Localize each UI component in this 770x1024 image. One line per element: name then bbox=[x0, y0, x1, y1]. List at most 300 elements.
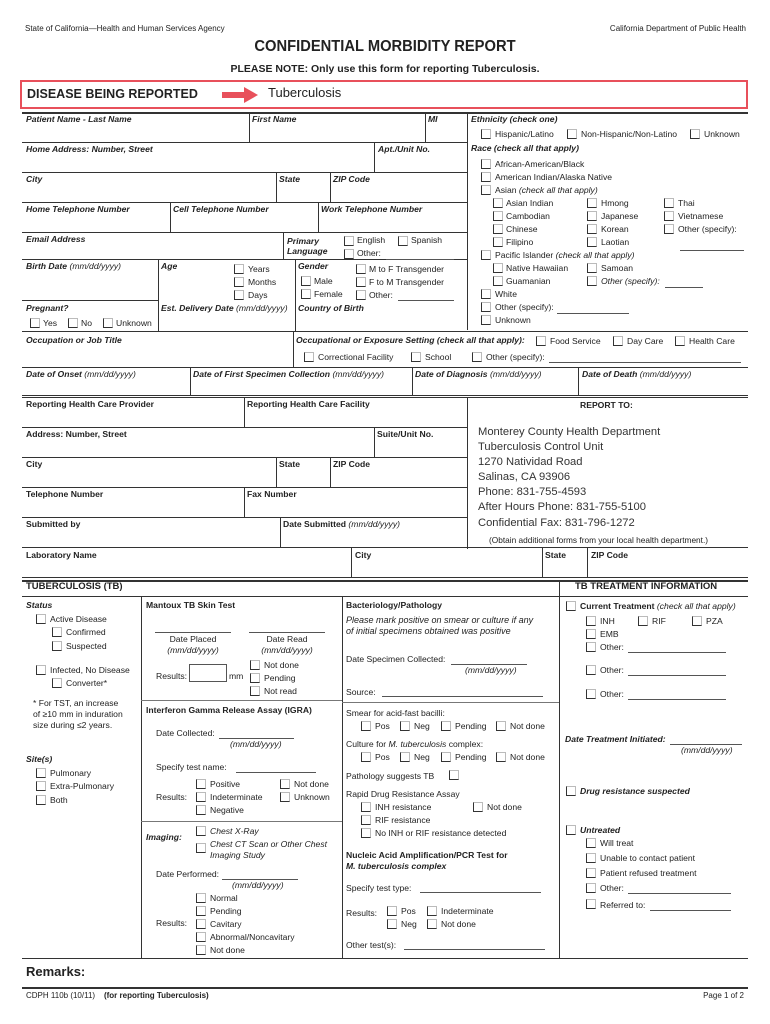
grid-line bbox=[342, 596, 343, 958]
naa-neg-checkbox[interactable] bbox=[387, 919, 397, 929]
grid-line bbox=[22, 367, 748, 368]
rif-resistance-label: RIF resistance bbox=[375, 815, 431, 825]
ethnicity-unknown-checkbox[interactable] bbox=[690, 129, 700, 139]
date-initiated-label: Date Treatment Initiated: bbox=[565, 734, 666, 744]
day-care-label: Day Care bbox=[627, 336, 664, 346]
naa-indeterminate-label: Indeterminate bbox=[441, 906, 494, 916]
inh-resistance-checkbox[interactable] bbox=[361, 802, 371, 812]
hispanic-label: Hispanic/Latino bbox=[495, 129, 554, 139]
school-label: School bbox=[425, 352, 452, 362]
chest-ct-checkbox[interactable] bbox=[196, 843, 206, 853]
untreated-other-line[interactable] bbox=[628, 893, 731, 894]
food-service-label: Food Service bbox=[550, 336, 601, 346]
source-line[interactable] bbox=[382, 696, 543, 697]
pregnant-label: Pregnant? bbox=[26, 303, 69, 313]
pi-other-label: Other (specify): bbox=[601, 276, 660, 286]
thai-checkbox[interactable] bbox=[664, 198, 674, 208]
naa-results-label: Results: bbox=[346, 908, 378, 918]
disease-label: DISEASE BEING REPORTED bbox=[27, 87, 198, 101]
culture-not-done-checkbox[interactable] bbox=[496, 752, 506, 762]
pregnant-yes-label: Yes bbox=[43, 318, 58, 328]
agency-name: State of California—Health and Human Services Agency bbox=[25, 24, 225, 33]
grid-line bbox=[318, 202, 319, 232]
source-label: Source: bbox=[346, 687, 376, 697]
birth-date-label: Birth Date (mm/dd/yyyy) bbox=[26, 261, 122, 271]
tst-note-1: * For TST, an increase bbox=[33, 698, 119, 708]
vietnamese-checkbox[interactable] bbox=[664, 211, 674, 221]
rif-checkbox[interactable] bbox=[638, 616, 648, 626]
grid-line bbox=[22, 577, 748, 578]
confirmed-label: Confirmed bbox=[66, 627, 106, 637]
smear-neg-checkbox[interactable] bbox=[400, 721, 410, 731]
grid-line bbox=[467, 112, 468, 330]
months-label: Months bbox=[248, 277, 277, 287]
will-treat-checkbox[interactable] bbox=[586, 838, 596, 848]
telephone-label: Telephone Number bbox=[26, 489, 104, 499]
page-number: Page 1 of 2 bbox=[703, 991, 744, 1000]
report-to-line: 1270 Natividad Road bbox=[478, 456, 583, 469]
lab-zip-label: ZIP Code bbox=[591, 550, 629, 560]
mantoux-not-read-checkbox[interactable] bbox=[250, 686, 260, 696]
grid-line bbox=[22, 427, 467, 428]
vietnamese-label: Vietnamese bbox=[678, 211, 724, 221]
race-unknown-checkbox[interactable] bbox=[481, 315, 491, 325]
tb-section-title: TUBERCULOSIS (TB) bbox=[26, 581, 123, 592]
grid-line bbox=[249, 112, 250, 142]
race-label: Race (check all that apply) bbox=[471, 143, 579, 153]
chest-ct-label-2: Imaging Study bbox=[210, 850, 265, 860]
grid-line bbox=[293, 331, 294, 367]
grid-line bbox=[170, 202, 171, 232]
female-checkbox[interactable] bbox=[301, 289, 311, 299]
treatment-other-line-1[interactable] bbox=[628, 652, 726, 653]
pza-label: PZA bbox=[706, 616, 723, 626]
treatment-other-label-2: Other: bbox=[600, 665, 624, 675]
provider-label: Reporting Health Care Provider bbox=[26, 399, 154, 409]
filipino-checkbox[interactable] bbox=[493, 237, 503, 247]
grid-line bbox=[141, 596, 142, 958]
remarks-label: Remarks: bbox=[26, 964, 86, 979]
smear-pending-checkbox[interactable] bbox=[441, 721, 451, 731]
culture-neg-checkbox[interactable] bbox=[400, 752, 410, 762]
report-to-line: Phone: 831-755-4593 bbox=[478, 486, 587, 499]
american-indian-label: American Indian/Alaska Native bbox=[495, 172, 613, 182]
no-resistance-checkbox[interactable] bbox=[361, 828, 371, 838]
japanese-label: Japanese bbox=[601, 211, 639, 221]
smear-not-done-checkbox[interactable] bbox=[496, 721, 506, 731]
imaging-results-label: Results: bbox=[156, 918, 188, 928]
grid-line bbox=[22, 232, 467, 233]
m-to-f-label: M to F Transgender bbox=[369, 264, 444, 274]
correctional-label: Correctional Facility bbox=[318, 352, 394, 362]
asian-other-line[interactable] bbox=[680, 250, 744, 251]
referred-label: Referred to: bbox=[600, 900, 646, 910]
igra-unknown-label: Unknown bbox=[294, 792, 330, 802]
referred-checkbox[interactable] bbox=[586, 899, 596, 909]
laotian-label: Laotian bbox=[601, 237, 630, 247]
asian-indian-label: Asian Indian bbox=[506, 198, 554, 208]
date-placed-line[interactable] bbox=[155, 632, 231, 633]
treatment-other-line-3[interactable] bbox=[628, 699, 726, 700]
bacteriology-note-2: of initial specimens obtained was positive bbox=[346, 626, 511, 636]
pregnant-unknown-checkbox[interactable] bbox=[103, 318, 113, 328]
cell-tel-label: Cell Telephone Number bbox=[173, 204, 269, 214]
american-indian-checkbox[interactable] bbox=[481, 172, 491, 182]
report-to-label: REPORT TO: bbox=[580, 400, 633, 410]
onset-label: Date of Onset (mm/dd/yyyy) bbox=[26, 369, 136, 379]
grid-line bbox=[330, 457, 331, 487]
report-to-line: Confidential Fax: 831-796-1272 bbox=[478, 516, 635, 529]
smear-label: Smear for acid-fast bacilli: bbox=[346, 708, 445, 718]
current-treatment-label: Current Treatment (check all that apply) bbox=[580, 601, 736, 611]
grid-line bbox=[22, 395, 748, 396]
form-number: CDPH 110b (10/11) (for reporting Tuberculosis) bbox=[26, 991, 209, 1000]
grid-line bbox=[578, 367, 579, 395]
hmong-checkbox[interactable] bbox=[587, 198, 597, 208]
home-tel-label: Home Telephone Number bbox=[26, 204, 130, 214]
treatment-other-checkbox-3[interactable] bbox=[586, 689, 596, 699]
ethnicity-label: Ethnicity (check one) bbox=[471, 114, 558, 124]
apt-label: Apt./Unit No. bbox=[378, 144, 431, 154]
grid-line bbox=[276, 172, 277, 202]
english-checkbox[interactable] bbox=[344, 236, 354, 246]
other-tests-line[interactable] bbox=[404, 949, 545, 950]
suspected-label: Suspected bbox=[66, 641, 107, 651]
provider-address-label: Address: Number, Street bbox=[26, 429, 127, 439]
imaging-cavitary-checkbox[interactable] bbox=[196, 919, 206, 929]
spanish-label: Spanish bbox=[411, 235, 443, 245]
imaging-cavitary-label: Cavitary bbox=[210, 919, 242, 929]
grid-line bbox=[22, 142, 467, 143]
current-treatment-checkbox[interactable] bbox=[566, 601, 576, 611]
zip-label: ZIP Code bbox=[333, 174, 370, 184]
date-performed-format: (mm/dd/yyyy) bbox=[232, 880, 284, 890]
igra-specify-line[interactable] bbox=[236, 772, 316, 773]
non-hispanic-label: Non-Hispanic/Non-Latino bbox=[581, 129, 678, 139]
state-label: State bbox=[279, 174, 301, 184]
chest-xray-label: Chest X-Ray bbox=[210, 826, 259, 836]
gender-label: Gender bbox=[298, 261, 329, 271]
samoan-checkbox[interactable] bbox=[587, 263, 597, 273]
pathology-label: Pathology suggests TB bbox=[346, 771, 435, 781]
date-initiated-format: (mm/dd/yyyy) bbox=[681, 745, 733, 755]
pacific-label: Pacific Islander (check all that apply) bbox=[495, 250, 635, 260]
lab-label: Laboratory Name bbox=[26, 550, 97, 560]
laotian-checkbox[interactable] bbox=[587, 237, 597, 247]
exposure-other-checkbox[interactable] bbox=[472, 352, 482, 362]
infected-checkbox[interactable] bbox=[36, 665, 46, 675]
spanish-checkbox[interactable] bbox=[398, 236, 408, 246]
mantoux-not-done-label: Not done bbox=[264, 660, 299, 670]
imaging-not-done-checkbox[interactable] bbox=[196, 945, 206, 955]
school-checkbox[interactable] bbox=[411, 352, 421, 362]
culture-pos-checkbox[interactable] bbox=[361, 752, 371, 762]
patient-refused-checkbox[interactable] bbox=[586, 868, 596, 878]
years-label: Years bbox=[248, 264, 270, 274]
last-name-label: Patient Name - Last Name bbox=[26, 114, 132, 124]
city-label: City bbox=[26, 174, 43, 184]
cambodian-checkbox[interactable] bbox=[493, 211, 503, 221]
male-checkbox[interactable] bbox=[301, 276, 311, 286]
naa-neg-label: Neg bbox=[401, 919, 417, 929]
grid-line bbox=[283, 232, 284, 259]
grid-line bbox=[22, 331, 748, 332]
pacific-checkbox[interactable] bbox=[481, 250, 491, 260]
emb-checkbox[interactable] bbox=[586, 629, 596, 639]
pathology-checkbox[interactable] bbox=[449, 770, 459, 780]
asian-checkbox[interactable] bbox=[481, 185, 491, 195]
mantoux-not-done-checkbox[interactable] bbox=[250, 660, 260, 670]
asian-other-label: Other (specify): bbox=[678, 224, 737, 234]
forms-note: (Obtain additional forms from your local health department.) bbox=[489, 535, 709, 545]
tst-note-2: of ≥10 mm in induration bbox=[33, 709, 123, 719]
inh-label: INH bbox=[600, 616, 615, 626]
white-checkbox[interactable] bbox=[481, 289, 491, 299]
correctional-checkbox[interactable] bbox=[304, 352, 314, 362]
lab-city-label: City bbox=[355, 550, 372, 560]
primary-label: Primary bbox=[287, 236, 320, 246]
fax-label: Fax Number bbox=[247, 489, 297, 499]
gender-other-line[interactable] bbox=[398, 300, 454, 301]
date-performed-label: Date Performed: bbox=[156, 869, 220, 879]
grid-line bbox=[374, 427, 375, 457]
m-to-f-checkbox[interactable] bbox=[356, 264, 366, 274]
grid-line bbox=[22, 457, 467, 458]
race-unknown-label: Unknown bbox=[495, 315, 531, 325]
treatment-section-title: TB TREATMENT INFORMATION bbox=[575, 581, 718, 592]
asian-indian-checkbox[interactable] bbox=[493, 198, 503, 208]
naa-not-done-checkbox[interactable] bbox=[427, 919, 437, 929]
pza-checkbox[interactable] bbox=[692, 616, 702, 626]
inh-resistance-label: INH resistance bbox=[375, 802, 432, 812]
submitted-by-label: Submitted by bbox=[26, 519, 81, 529]
igra-positive-checkbox[interactable] bbox=[196, 779, 206, 789]
inh-checkbox[interactable] bbox=[586, 616, 596, 626]
grid-line bbox=[22, 172, 467, 173]
hispanic-checkbox[interactable] bbox=[481, 129, 491, 139]
pi-other-checkbox[interactable] bbox=[587, 276, 597, 286]
report-to-line: After Hours Phone: 831-755-5100 bbox=[478, 501, 646, 514]
igra-not-done-label: Not done bbox=[294, 779, 329, 789]
imaging-normal-checkbox[interactable] bbox=[196, 893, 206, 903]
date-submitted-label: Date Submitted (mm/dd/yyyy) bbox=[283, 519, 400, 529]
converter-checkbox[interactable] bbox=[52, 678, 62, 688]
samoan-label: Samoan bbox=[601, 263, 634, 273]
naa-indeterminate-checkbox[interactable] bbox=[427, 906, 437, 916]
mantoux-results-label: Results: bbox=[156, 671, 188, 681]
japanese-checkbox[interactable] bbox=[587, 211, 597, 221]
grid-line bbox=[22, 596, 748, 597]
f-to-m-checkbox[interactable] bbox=[356, 277, 366, 287]
department-name: California Department of Public Health bbox=[609, 24, 746, 33]
ethnicity-unknown-label: Unknown bbox=[704, 129, 740, 139]
culture-pending-checkbox[interactable] bbox=[441, 752, 451, 762]
native-hawaiian-checkbox[interactable] bbox=[493, 263, 503, 273]
gender-other-checkbox[interactable] bbox=[356, 290, 366, 300]
grid-line bbox=[22, 397, 748, 398]
grid-line bbox=[467, 397, 468, 549]
suite-label: Suite/Unit No. bbox=[377, 429, 434, 439]
thai-label: Thai bbox=[678, 198, 695, 208]
confirmed-checkbox[interactable] bbox=[52, 627, 62, 637]
report-to-line: Monterey County Health Department bbox=[478, 426, 661, 438]
imaging-abnormal-label: Abnormal/Noncavitary bbox=[210, 932, 295, 942]
converter-label: Converter* bbox=[66, 678, 108, 688]
naa-label-1: Nucleic Acid Amplification/PCR Test for bbox=[346, 850, 508, 860]
female-label: Female bbox=[314, 289, 343, 299]
date-read-line[interactable] bbox=[249, 632, 325, 633]
untreated-other-checkbox[interactable] bbox=[586, 883, 596, 893]
culture-not-done-label: Not done bbox=[510, 752, 545, 762]
pregnant-no-checkbox[interactable] bbox=[68, 318, 78, 328]
pregnant-no-label: No bbox=[81, 318, 92, 328]
naa-not-done-label: Not done bbox=[441, 919, 476, 929]
naa-pos-label: Pos bbox=[401, 906, 416, 916]
days-checkbox[interactable] bbox=[234, 290, 244, 300]
smear-not-done-label: Not done bbox=[510, 721, 545, 731]
igra-date-format: (mm/dd/yyyy) bbox=[230, 739, 282, 749]
rdra-not-done-checkbox[interactable] bbox=[473, 802, 483, 812]
mantoux-pending-checkbox[interactable] bbox=[250, 673, 260, 683]
filipino-label: Filipino bbox=[506, 237, 534, 247]
grid-line bbox=[244, 487, 245, 517]
suspected-checkbox[interactable] bbox=[52, 641, 62, 651]
work-tel-label: Work Telephone Number bbox=[321, 204, 423, 214]
race-other-line[interactable] bbox=[557, 313, 629, 314]
emb-label: EMB bbox=[600, 629, 619, 639]
treatment-other-checkbox-1[interactable] bbox=[586, 642, 596, 652]
lab-state-label: State bbox=[545, 550, 567, 560]
chinese-checkbox[interactable] bbox=[493, 224, 503, 234]
untreated-other-label: Other: bbox=[600, 883, 624, 893]
date-placed-format: (mm/dd/yyyy) bbox=[167, 645, 219, 655]
bacteriology-label: Bacteriology/Pathology bbox=[346, 600, 442, 610]
first-name-label: First Name bbox=[252, 114, 297, 124]
months-checkbox[interactable] bbox=[234, 277, 244, 287]
guamanian-label: Guamanian bbox=[506, 276, 551, 286]
exposure-other-line[interactable] bbox=[549, 362, 741, 363]
naa-pos-checkbox[interactable] bbox=[387, 906, 397, 916]
years-checkbox[interactable] bbox=[234, 264, 244, 274]
grid-line bbox=[330, 172, 331, 202]
chinese-label: Chinese bbox=[506, 224, 538, 234]
igra-indeterminate-label: Indeterminate bbox=[210, 792, 263, 802]
age-label: Age bbox=[161, 261, 178, 271]
rdra-not-done-label: Not done bbox=[487, 802, 522, 812]
will-treat-label: Will treat bbox=[600, 838, 634, 848]
drug-resistance-checkbox[interactable] bbox=[566, 786, 576, 796]
igra-negative-checkbox[interactable] bbox=[196, 805, 206, 815]
smear-neg-label: Neg bbox=[414, 721, 430, 731]
active-disease-checkbox[interactable] bbox=[36, 614, 46, 624]
mantoux-not-read-label: Not read bbox=[264, 686, 297, 696]
untreated-checkbox[interactable] bbox=[566, 825, 576, 835]
patient-refused-label: Patient refused treatment bbox=[600, 868, 697, 878]
grid-line bbox=[351, 547, 352, 577]
race-other-label: Other (specify): bbox=[495, 302, 554, 312]
extra-pulmonary-checkbox[interactable] bbox=[36, 781, 46, 791]
no-resistance-label: No INH or RIF resistance detected bbox=[375, 828, 507, 838]
african-checkbox[interactable] bbox=[481, 159, 491, 169]
treatment-other-line-2[interactable] bbox=[628, 675, 726, 676]
unable-contact-checkbox[interactable] bbox=[586, 853, 596, 863]
imaging-pending-checkbox[interactable] bbox=[196, 906, 206, 916]
imaging-normal-label: Normal bbox=[210, 893, 238, 903]
email-label: Email Address bbox=[26, 234, 86, 244]
grid-line bbox=[22, 202, 467, 203]
grid-line bbox=[280, 517, 281, 547]
referred-line[interactable] bbox=[650, 910, 731, 911]
f-to-m-label: F to M Transgender bbox=[369, 277, 444, 287]
imaging-abnormal-checkbox[interactable] bbox=[196, 932, 206, 942]
pulmonary-checkbox[interactable] bbox=[36, 768, 46, 778]
treatment-other-label-1: Other: bbox=[600, 642, 624, 652]
igra-not-done-checkbox[interactable] bbox=[280, 779, 290, 789]
grid-line bbox=[22, 987, 748, 989]
korean-checkbox[interactable] bbox=[587, 224, 597, 234]
health-care-label: Health Care bbox=[689, 336, 735, 346]
igra-indeterminate-checkbox[interactable] bbox=[196, 792, 206, 802]
grid-line bbox=[141, 700, 342, 701]
guamanian-checkbox[interactable] bbox=[493, 276, 503, 286]
chest-ct-label-1: Chest CT Scan or Other Chest bbox=[210, 839, 328, 849]
country-label: Country of Birth bbox=[298, 303, 364, 313]
igra-results-label: Results: bbox=[156, 792, 188, 802]
grid-line bbox=[276, 457, 277, 487]
health-care-checkbox[interactable] bbox=[675, 336, 685, 346]
extra-pulmonary-label: Extra-Pulmonary bbox=[50, 781, 114, 791]
food-service-checkbox[interactable] bbox=[536, 336, 546, 346]
first-specimen-label: Date of First Specimen Collection (mm/dd/yyyy) bbox=[193, 369, 384, 379]
language-other-line[interactable] bbox=[386, 259, 454, 260]
pregnant-unknown-label: Unknown bbox=[116, 318, 152, 328]
igra-positive-label: Positive bbox=[210, 779, 241, 789]
igra-unknown-checkbox[interactable] bbox=[280, 792, 290, 802]
facility-label: Reporting Health Care Facility bbox=[247, 399, 370, 409]
bacteriology-note-1: Please mark positive on smear or culture if any bbox=[346, 615, 534, 625]
igra-specify-label: Specify test name: bbox=[156, 762, 227, 772]
arrow-right-icon bbox=[222, 87, 258, 103]
smear-pos-checkbox[interactable] bbox=[361, 721, 371, 731]
imaging-pending-label: Pending bbox=[210, 906, 242, 916]
korean-label: Korean bbox=[601, 224, 629, 234]
pregnant-yes-checkbox[interactable] bbox=[30, 318, 40, 328]
date-read-format: (mm/dd/yyyy) bbox=[261, 645, 313, 655]
language-other-checkbox[interactable] bbox=[344, 249, 354, 259]
asian-other-checkbox[interactable] bbox=[664, 224, 674, 234]
culture-label: Culture for M. tuberculosis complex: bbox=[346, 739, 484, 749]
treatment-other-checkbox-2[interactable] bbox=[586, 665, 596, 675]
non-hispanic-checkbox[interactable] bbox=[567, 129, 577, 139]
exposure-label: Occupational or Exposure Setting (check all that apply): bbox=[296, 335, 525, 345]
rif-resistance-checkbox[interactable] bbox=[361, 815, 371, 825]
grid-line bbox=[425, 112, 426, 142]
day-care-checkbox[interactable] bbox=[613, 336, 623, 346]
both-checkbox[interactable] bbox=[36, 795, 46, 805]
provider-state-label: State bbox=[279, 459, 301, 469]
pi-other-line[interactable] bbox=[665, 287, 703, 288]
chest-xray-checkbox[interactable] bbox=[196, 826, 206, 836]
native-hawaiian-label: Native Hawaiian bbox=[506, 263, 569, 273]
culture-pos-label: Pos bbox=[375, 752, 390, 762]
unable-contact-label: Unable to contact patient bbox=[600, 853, 696, 863]
language-other-label: Other: bbox=[357, 248, 381, 258]
race-other-checkbox[interactable] bbox=[481, 302, 491, 312]
induration-input[interactable] bbox=[189, 664, 227, 682]
rif-label: RIF bbox=[652, 616, 666, 626]
naa-specify-line[interactable] bbox=[420, 892, 541, 893]
report-to-line: Salinas, CA 93906 bbox=[478, 471, 571, 484]
